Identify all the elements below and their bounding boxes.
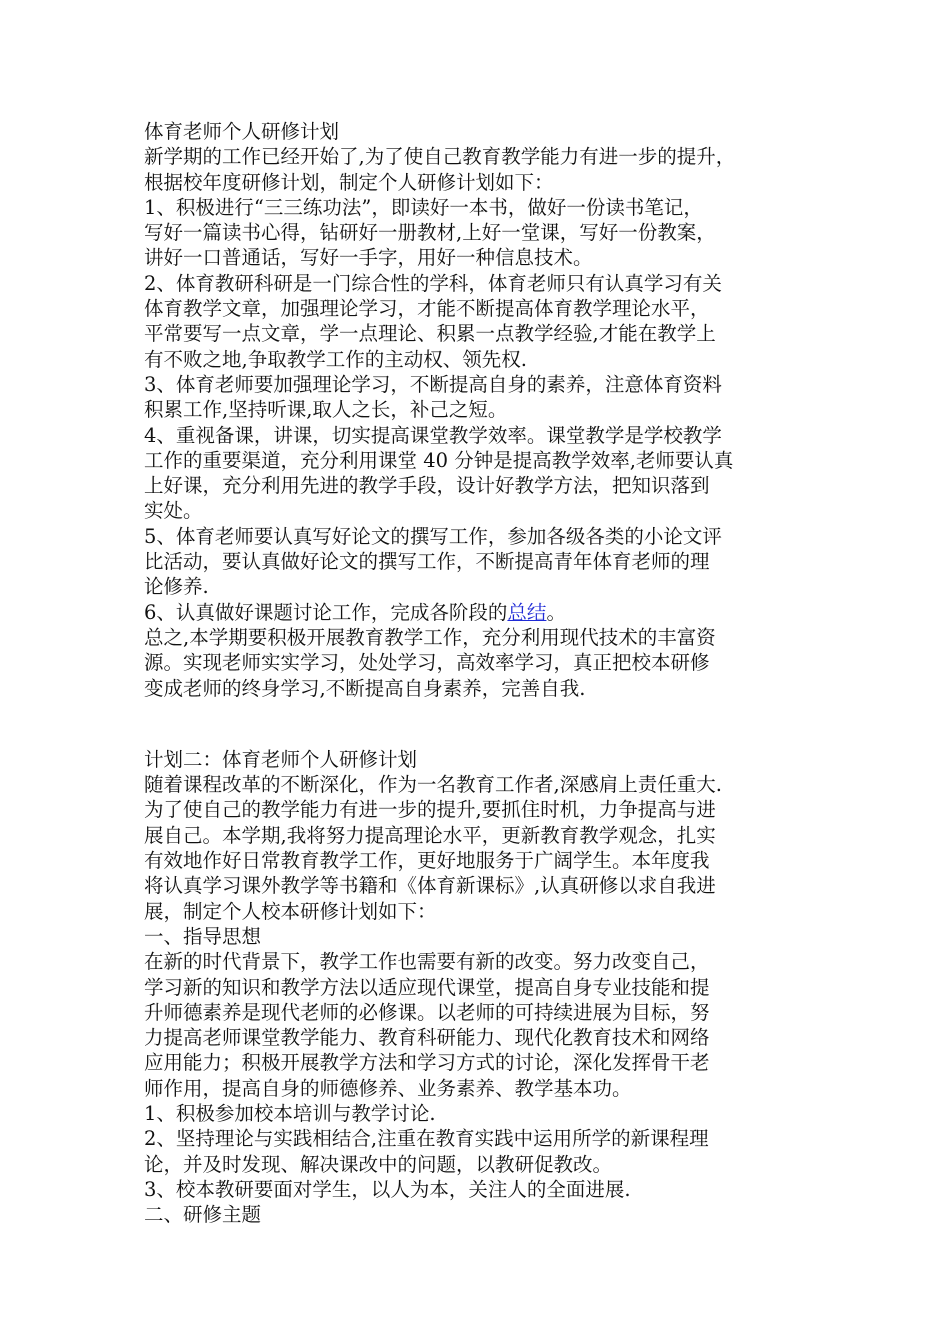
subheading-guiding-ideology: 一、指导思想 — [144, 924, 262, 948]
document-page — [144, 119, 824, 1227]
paragraph-line: 比活动，要认真做好论文的撰写工作，不断提高青年体育老师的理 — [144, 550, 710, 574]
paragraph-line: 4、重视备课，讲课，切实提高课堂教学效率。课堂教学是学校教学 — [144, 423, 722, 447]
paragraph-line: 展自己。本学期,我将努力提高理论水平，更新教育教学观念，扎实 — [144, 823, 716, 847]
paragraph-line: 根据校年度研修计划，制定个人研修计划如下： — [144, 170, 554, 194]
paragraph-line: 应用能力；积极开展教学方法和学习方式的讨论，深化发挥骨干老 — [144, 1051, 710, 1075]
paragraph-line: 5、体育老师要认真写好论文的撰写工作，参加各级各类的小论文评 — [144, 524, 722, 548]
paragraph-line: 学习新的知识和教学方法以适应现代课堂，提高自身专业技能和提 — [144, 975, 710, 999]
item-6-suffix: 。 — [546, 600, 566, 624]
paragraph-line: 平常要写一点文章，学一点理论、积累一点教学经验,才能在教学上 — [144, 322, 716, 346]
paragraph-line: 升师德素养是现代老师的必修课。以老师的可持续进展为目标，努 — [144, 1000, 710, 1024]
subheading-research-theme: 二、研修主题 — [144, 1203, 262, 1227]
paragraph-line: 讲好一口普通话，写好一手字，用好一种信息技术。 — [144, 246, 593, 270]
paragraph-line: 3、校本教研要面对学生，以人为本，关注人的全面进展. — [144, 1177, 631, 1201]
section-spacer — [144, 701, 824, 747]
section-2-title: 计划二：体育老师个人研修计划 — [144, 747, 418, 771]
paragraph-line: 将认真学习课外教学等书籍和《体育新课标》,认真研修以求自我进 — [144, 874, 716, 898]
paragraph-line: 力提高老师课堂教学能力、教育科研能力、现代化教育技术和网络 — [144, 1026, 710, 1050]
paragraph-line: 1、积极参加校本培训与教学讨论. — [144, 1101, 436, 1125]
paragraph-line: 随着课程改革的不断深化，作为一名教育工作者,深感肩上责任重大. — [144, 773, 722, 797]
paragraph-line: 工作的重要渠道，充分利用课堂 40 分钟是提高教学效率,老师要认真 — [144, 448, 734, 472]
paragraph-line: 在新的时代背景下，教学工作也需要有新的改变。努力改变自己， — [144, 950, 710, 974]
paragraph-line: 论修养. — [144, 575, 209, 599]
item-6-text: 6、认真做好课题讨论工作，完成各阶段的 — [144, 600, 508, 624]
paragraph-line: 上好课，充分利用先进的教学手段，设计好教学方法，把知识落到 — [144, 474, 710, 498]
section-1-title: 体育老师个人研修计划 — [144, 120, 340, 143]
paragraph-line: 2、坚持理论与实践相结合,注重在教育实践中运用所学的新课程理 — [144, 1127, 709, 1151]
paragraph-line: 新学期的工作已经开始了,为了使自己教育教学能力有进一步的提升， — [144, 145, 736, 169]
paragraph-line: 为了使自己的教学能力有进一步的提升,要抓住时机，力争提高与进 — [144, 798, 716, 822]
paragraph-line: 实处。 — [144, 499, 203, 523]
paragraph-line: 有不败之地,争取教学工作的主动权、领先权. — [144, 347, 527, 371]
paragraph-line: 3、体育老师要加强理论学习，不断提高自身的素养，注意体育资料 — [144, 372, 722, 396]
paragraph-line: 师作用，提高自身的师德修养、业务素养、教学基本功。 — [144, 1076, 632, 1100]
paragraph-line: 积累工作,坚持听课,取人之长，补己之短。 — [144, 398, 508, 422]
closing-line: 总之,本学期要积极开展教育教学工作，充分利用现代技术的丰富资 — [144, 625, 716, 649]
paragraph-line: 展，制定个人校本研修计划如下： — [144, 899, 437, 923]
summary-link[interactable]: 总结 — [507, 600, 547, 624]
section-1-body — [144, 144, 824, 701]
paragraph-line: 论，并及时发现、解决课改中的问题，以教研促教改。 — [144, 1152, 613, 1176]
paragraph-line: 体育教学文章，加强理论学习，才能不断提高体育教学理论水平， — [144, 297, 710, 321]
paragraph-line: 有效地作好日常教育教学工作，更好地服务于广阔学生。本年度我 — [144, 849, 710, 873]
paragraph-line: 2、体育教研科研是一门综合性的学科，体育老师只有认真学习有关 — [144, 271, 722, 295]
closing-line: 源。实现老师实实学习，处处学习，高效率学习，真正把校本研修 — [144, 651, 710, 675]
closing-line: 变成老师的终身学习,不断提高自身素养，完善自我. — [144, 676, 586, 700]
item-6-line — [144, 600, 824, 625]
paragraph-line: 写好一篇读书心得，钻研好一册教材,上好一堂课，写好一份教案， — [144, 221, 716, 245]
paragraph-line: 1、积极进行“三三练功法”，即读好一本书，做好一份读书笔记， — [144, 195, 703, 219]
section-2-body — [144, 772, 824, 1227]
